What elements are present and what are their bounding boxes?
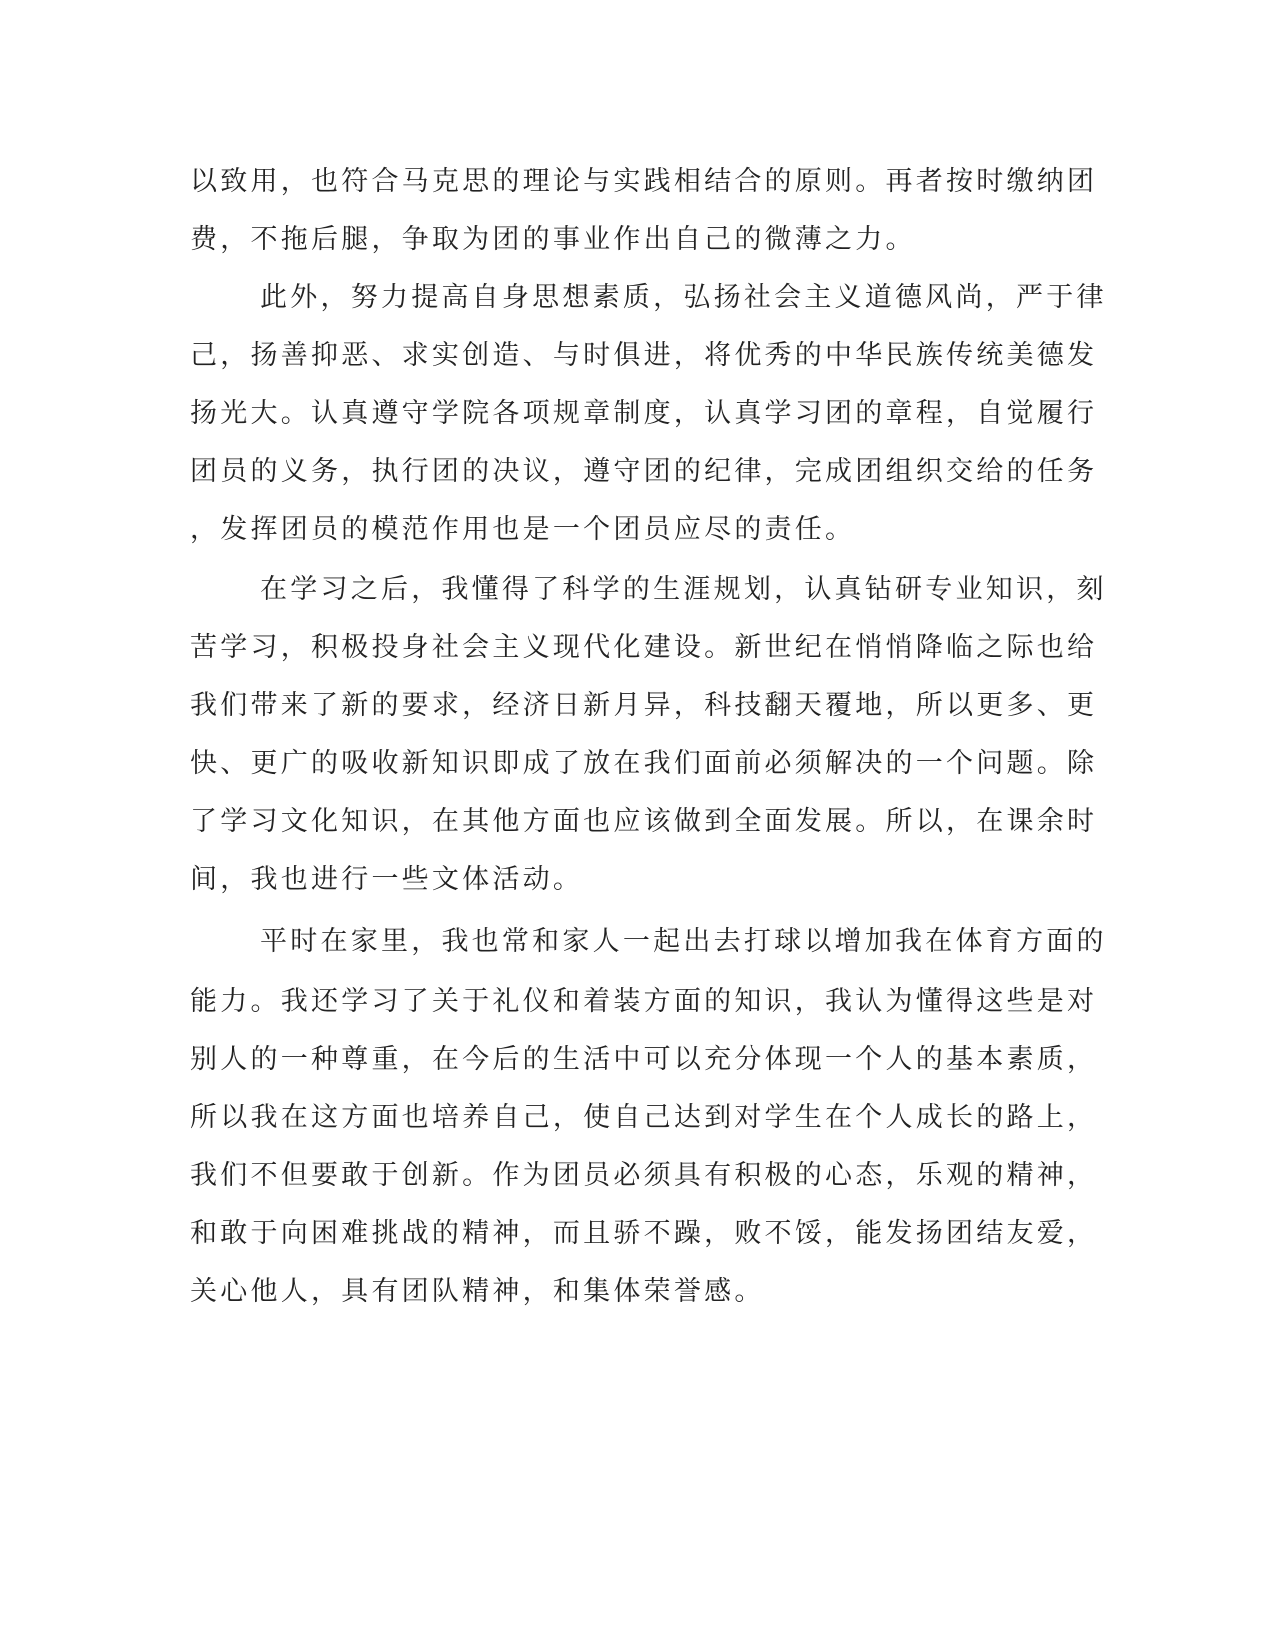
text-line: 平时在家里，我也常和家人一起出去打球以增加我在体育方面的 bbox=[260, 926, 1107, 957]
text-line: 费，不拖后腿，争取为团的事业作出自己的微薄之力。 bbox=[190, 224, 916, 255]
text-line: 能力。我还学习了关于礼仪和着装方面的知识，我认为懂得这些是对 bbox=[190, 986, 1098, 1017]
text-line: 在学习之后，我懂得了科学的生涯规划，认真钻研专业知识，刻 bbox=[260, 574, 1107, 605]
text-line: ，发挥团员的模范作用也是一个团员应尽的责任。 bbox=[190, 514, 856, 545]
text-line: 以致用，也符合马克思的理论与实践相结合的原则。再者按时缴纳团 bbox=[190, 166, 1098, 197]
text-line: 和敢于向困难挑战的精神，而且骄不躁，败不馁，能发扬团结友爱， bbox=[190, 1218, 1098, 1249]
text-line: 快、更广的吸收新知识即成了放在我们面前必须解决的一个问题。除 bbox=[190, 748, 1098, 779]
text-line: 关心他人，具有团队精神，和集体荣誉感。 bbox=[190, 1276, 765, 1307]
text-line: 别人的一种尊重，在今后的生活中可以充分体现一个人的基本素质， bbox=[190, 1044, 1098, 1075]
text-line: 团员的义务，执行团的决议，遵守团的纪律，完成团组织交给的任务 bbox=[190, 456, 1098, 487]
text-line: 我们带来了新的要求，经济日新月异，科技翻天覆地，所以更多、更 bbox=[190, 690, 1098, 721]
text-line: 所以我在这方面也培养自己，使自己达到对学生在个人成长的路上， bbox=[190, 1102, 1098, 1133]
text-line: 扬光大。认真遵守学院各项规章制度，认真学习团的章程，自觉履行 bbox=[190, 398, 1098, 429]
text-line: 我们不但要敢于创新。作为团员必须具有积极的心态，乐观的精神， bbox=[190, 1160, 1098, 1191]
text-line: 间，我也进行一些文体活动。 bbox=[190, 864, 584, 895]
text-line: 了学习文化知识，在其他方面也应该做到全面发展。所以，在课余时 bbox=[190, 806, 1098, 837]
text-line: 苦学习，积极投身社会主义现代化建设。新世纪在悄悄降临之际也给 bbox=[190, 632, 1098, 663]
text-line: 此外，努力提高自身思想素质，弘扬社会主义道德风尚，严于律 bbox=[260, 282, 1107, 313]
text-line: 己，扬善抑恶、求实创造、与时俱进，将优秀的中华民族传统美德发 bbox=[190, 340, 1098, 371]
